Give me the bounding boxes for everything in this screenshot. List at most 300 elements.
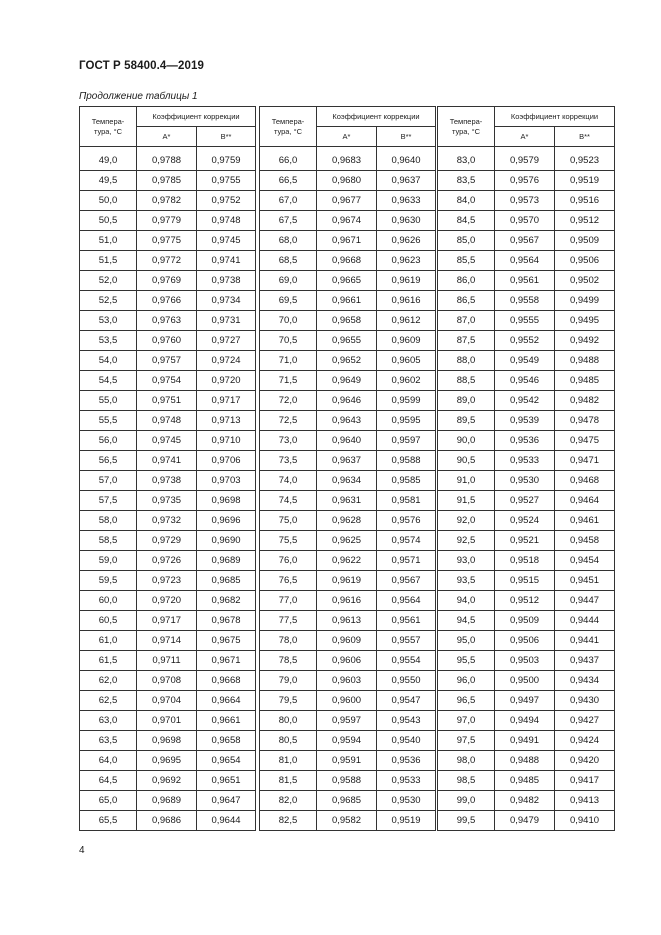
table-row bbox=[260, 251, 436, 271]
cell-coef-b: 0,9576 bbox=[377, 511, 436, 531]
cell-coef-b: 0,9581 bbox=[377, 491, 436, 511]
table-row bbox=[438, 591, 615, 611]
table-row bbox=[260, 771, 436, 791]
cell-coef-a: 0,9661 bbox=[317, 291, 377, 311]
cell-coef-b: 0,9502 bbox=[555, 271, 615, 291]
cell-temperature: 76,5 bbox=[260, 571, 317, 591]
cell-coef-a: 0,9720 bbox=[137, 591, 197, 611]
cell-temperature: 49,5 bbox=[80, 171, 137, 191]
cell-coef-b: 0,9682 bbox=[197, 591, 256, 611]
cell-coef-b: 0,9509 bbox=[555, 231, 615, 251]
cell-temperature: 61,0 bbox=[80, 631, 137, 651]
table-row bbox=[438, 731, 615, 751]
cell-coef-b: 0,9738 bbox=[197, 271, 256, 291]
cell-coef-b: 0,9488 bbox=[555, 351, 615, 371]
cell-coef-b: 0,9464 bbox=[555, 491, 615, 511]
cell-coef-b: 0,9444 bbox=[555, 611, 615, 631]
cell-temperature: 58,5 bbox=[80, 531, 137, 551]
cell-temperature: 92,5 bbox=[438, 531, 495, 551]
table-row bbox=[80, 531, 256, 551]
table-row bbox=[438, 431, 615, 451]
table-row bbox=[80, 147, 256, 171]
cell-coef-b: 0,9430 bbox=[555, 691, 615, 711]
cell-coef-b: 0,9427 bbox=[555, 711, 615, 731]
cell-temperature: 51,0 bbox=[80, 231, 137, 251]
cell-coef-a: 0,9692 bbox=[137, 771, 197, 791]
cell-coef-a: 0,9785 bbox=[137, 171, 197, 191]
cell-coef-a: 0,9735 bbox=[137, 491, 197, 511]
table-row bbox=[438, 291, 615, 311]
cell-coef-a: 0,9588 bbox=[317, 771, 377, 791]
table-row bbox=[438, 191, 615, 211]
cell-coef-a: 0,9695 bbox=[137, 751, 197, 771]
table-row bbox=[260, 431, 436, 451]
cell-temperature: 82,5 bbox=[260, 811, 317, 831]
cell-temperature: 90,0 bbox=[438, 431, 495, 451]
cell-coef-b: 0,9720 bbox=[197, 371, 256, 391]
table-row bbox=[80, 471, 256, 491]
table-row bbox=[80, 171, 256, 191]
cell-coef-b: 0,9602 bbox=[377, 371, 436, 391]
cell-coef-a: 0,9549 bbox=[495, 351, 555, 371]
cell-coef-b: 0,9752 bbox=[197, 191, 256, 211]
table-row bbox=[438, 351, 615, 371]
cell-coef-b: 0,9557 bbox=[377, 631, 436, 651]
cell-temperature: 65,0 bbox=[80, 791, 137, 811]
cell-coef-a: 0,9754 bbox=[137, 371, 197, 391]
cell-coef-b: 0,9759 bbox=[197, 147, 256, 171]
cell-coef-a: 0,9597 bbox=[317, 711, 377, 731]
cell-temperature: 93,5 bbox=[438, 571, 495, 591]
cell-coef-b: 0,9554 bbox=[377, 651, 436, 671]
table-row bbox=[260, 171, 436, 191]
table-block-3 bbox=[437, 106, 615, 831]
correction-table-part-3 bbox=[437, 106, 615, 831]
cell-coef-a: 0,9668 bbox=[317, 251, 377, 271]
table-row bbox=[260, 291, 436, 311]
table-row bbox=[260, 511, 436, 531]
cell-temperature: 59,5 bbox=[80, 571, 137, 591]
table-row bbox=[438, 811, 615, 831]
cell-temperature: 64,0 bbox=[80, 751, 137, 771]
cell-coef-b: 0,9612 bbox=[377, 311, 436, 331]
table-row bbox=[80, 671, 256, 691]
cell-temperature: 68,5 bbox=[260, 251, 317, 271]
cell-coef-a: 0,9619 bbox=[317, 571, 377, 591]
header-temperature: Темпера- тура, °С bbox=[260, 107, 317, 147]
cell-coef-a: 0,9685 bbox=[317, 791, 377, 811]
cell-temperature: 50,0 bbox=[80, 191, 137, 211]
cell-temperature: 54,5 bbox=[80, 371, 137, 391]
cell-coef-a: 0,9622 bbox=[317, 551, 377, 571]
cell-coef-a: 0,9788 bbox=[137, 147, 197, 171]
table-row bbox=[260, 571, 436, 591]
cell-coef-a: 0,9613 bbox=[317, 611, 377, 631]
cell-coef-a: 0,9521 bbox=[495, 531, 555, 551]
table-row bbox=[260, 691, 436, 711]
header-temperature: Темпера- тура, °С bbox=[438, 107, 495, 147]
table-body-3 bbox=[438, 147, 615, 831]
table-row bbox=[260, 191, 436, 211]
cell-coef-b: 0,9644 bbox=[197, 811, 256, 831]
cell-coef-a: 0,9745 bbox=[137, 431, 197, 451]
table-row bbox=[438, 147, 615, 171]
cell-coef-a: 0,9494 bbox=[495, 711, 555, 731]
cell-coef-b: 0,9564 bbox=[377, 591, 436, 611]
table-row bbox=[260, 791, 436, 811]
table-row bbox=[80, 371, 256, 391]
cell-coef-b: 0,9495 bbox=[555, 311, 615, 331]
cell-temperature: 72,5 bbox=[260, 411, 317, 431]
header-correction-coefficient: Коэффициент коррекции bbox=[137, 107, 256, 127]
cell-coef-a: 0,9686 bbox=[137, 811, 197, 831]
cell-coef-a: 0,9763 bbox=[137, 311, 197, 331]
cell-coef-b: 0,9616 bbox=[377, 291, 436, 311]
table-row bbox=[80, 211, 256, 231]
cell-coef-b: 0,9734 bbox=[197, 291, 256, 311]
cell-temperature: 95,0 bbox=[438, 631, 495, 651]
cell-coef-b: 0,9499 bbox=[555, 291, 615, 311]
table-caption: Продолжение таблицы 1 bbox=[79, 91, 198, 102]
cell-coef-a: 0,9515 bbox=[495, 571, 555, 591]
cell-temperature: 62,5 bbox=[80, 691, 137, 711]
table-row bbox=[80, 691, 256, 711]
cell-temperature: 70,0 bbox=[260, 311, 317, 331]
cell-temperature: 77,5 bbox=[260, 611, 317, 631]
cell-coef-a: 0,9649 bbox=[317, 371, 377, 391]
cell-temperature: 98,5 bbox=[438, 771, 495, 791]
cell-coef-b: 0,9543 bbox=[377, 711, 436, 731]
cell-coef-b: 0,9619 bbox=[377, 271, 436, 291]
cell-temperature: 96,0 bbox=[438, 671, 495, 691]
cell-temperature: 65,5 bbox=[80, 811, 137, 831]
cell-coef-b: 0,9536 bbox=[377, 751, 436, 771]
cell-temperature: 94,5 bbox=[438, 611, 495, 631]
cell-coef-a: 0,9738 bbox=[137, 471, 197, 491]
cell-temperature: 72,0 bbox=[260, 391, 317, 411]
cell-coef-a: 0,9616 bbox=[317, 591, 377, 611]
table-row bbox=[260, 351, 436, 371]
table-row bbox=[438, 671, 615, 691]
table-row bbox=[260, 231, 436, 251]
header-b: B** bbox=[555, 127, 615, 147]
cell-temperature: 71,5 bbox=[260, 371, 317, 391]
cell-coef-a: 0,9674 bbox=[317, 211, 377, 231]
cell-temperature: 78,5 bbox=[260, 651, 317, 671]
cell-coef-a: 0,9680 bbox=[317, 171, 377, 191]
cell-temperature: 56,5 bbox=[80, 451, 137, 471]
table-row bbox=[438, 491, 615, 511]
cell-coef-b: 0,9647 bbox=[197, 791, 256, 811]
cell-temperature: 95,5 bbox=[438, 651, 495, 671]
cell-temperature: 63,0 bbox=[80, 711, 137, 731]
cell-coef-a: 0,9714 bbox=[137, 631, 197, 651]
cell-temperature: 82,0 bbox=[260, 791, 317, 811]
cell-coef-a: 0,9552 bbox=[495, 331, 555, 351]
table-row bbox=[438, 311, 615, 331]
table-row bbox=[80, 291, 256, 311]
cell-temperature: 56,0 bbox=[80, 431, 137, 451]
cell-temperature: 60,5 bbox=[80, 611, 137, 631]
table-row bbox=[438, 651, 615, 671]
cell-coef-a: 0,9503 bbox=[495, 651, 555, 671]
cell-coef-a: 0,9518 bbox=[495, 551, 555, 571]
cell-coef-b: 0,9519 bbox=[377, 811, 436, 831]
cell-temperature: 85,5 bbox=[438, 251, 495, 271]
table-row bbox=[260, 491, 436, 511]
cell-temperature: 66,5 bbox=[260, 171, 317, 191]
header-correction-coefficient: Коэффициент коррекции bbox=[495, 107, 615, 127]
table-row bbox=[80, 731, 256, 751]
table-row bbox=[80, 811, 256, 831]
cell-coef-b: 0,9675 bbox=[197, 631, 256, 651]
table-row bbox=[438, 791, 615, 811]
cell-coef-a: 0,9751 bbox=[137, 391, 197, 411]
cell-coef-b: 0,9664 bbox=[197, 691, 256, 711]
table-row bbox=[438, 411, 615, 431]
table-row bbox=[80, 431, 256, 451]
cell-temperature: 68,0 bbox=[260, 231, 317, 251]
table-row bbox=[80, 631, 256, 651]
cell-coef-a: 0,9606 bbox=[317, 651, 377, 671]
table-row bbox=[260, 551, 436, 571]
table-row bbox=[80, 231, 256, 251]
cell-coef-a: 0,9634 bbox=[317, 471, 377, 491]
cell-coef-a: 0,9485 bbox=[495, 771, 555, 791]
page-number: 4 bbox=[79, 845, 85, 856]
cell-coef-b: 0,9574 bbox=[377, 531, 436, 551]
table-body-2 bbox=[260, 147, 436, 831]
cell-coef-a: 0,9539 bbox=[495, 411, 555, 431]
cell-coef-b: 0,9696 bbox=[197, 511, 256, 531]
cell-coef-b: 0,9685 bbox=[197, 571, 256, 591]
cell-coef-a: 0,9564 bbox=[495, 251, 555, 271]
table-row bbox=[80, 411, 256, 431]
table-row bbox=[260, 651, 436, 671]
cell-coef-b: 0,9630 bbox=[377, 211, 436, 231]
table-row bbox=[438, 331, 615, 351]
cell-coef-b: 0,9748 bbox=[197, 211, 256, 231]
correction-table-part-2 bbox=[259, 106, 436, 831]
cell-coef-a: 0,9643 bbox=[317, 411, 377, 431]
cell-temperature: 69,5 bbox=[260, 291, 317, 311]
cell-coef-a: 0,9655 bbox=[317, 331, 377, 351]
cell-coef-a: 0,9570 bbox=[495, 211, 555, 231]
cell-temperature: 70,5 bbox=[260, 331, 317, 351]
cell-coef-a: 0,9704 bbox=[137, 691, 197, 711]
cell-coef-b: 0,9651 bbox=[197, 771, 256, 791]
cell-coef-b: 0,9599 bbox=[377, 391, 436, 411]
cell-coef-b: 0,9547 bbox=[377, 691, 436, 711]
table-row bbox=[438, 371, 615, 391]
table-row bbox=[438, 571, 615, 591]
table-row bbox=[438, 751, 615, 771]
cell-coef-b: 0,9420 bbox=[555, 751, 615, 771]
cell-coef-b: 0,9530 bbox=[377, 791, 436, 811]
cell-temperature: 55,5 bbox=[80, 411, 137, 431]
cell-coef-a: 0,9530 bbox=[495, 471, 555, 491]
header-b: B** bbox=[197, 127, 256, 147]
table-row bbox=[438, 771, 615, 791]
cell-coef-b: 0,9668 bbox=[197, 671, 256, 691]
cell-temperature: 61,5 bbox=[80, 651, 137, 671]
cell-temperature: 88,5 bbox=[438, 371, 495, 391]
cell-coef-b: 0,9689 bbox=[197, 551, 256, 571]
cell-coef-b: 0,9637 bbox=[377, 171, 436, 191]
cell-coef-b: 0,9706 bbox=[197, 451, 256, 471]
cell-temperature: 53,5 bbox=[80, 331, 137, 351]
table-row bbox=[438, 251, 615, 271]
table-row bbox=[438, 271, 615, 291]
cell-coef-a: 0,9698 bbox=[137, 731, 197, 751]
cell-coef-b: 0,9654 bbox=[197, 751, 256, 771]
cell-temperature: 74,0 bbox=[260, 471, 317, 491]
cell-coef-a: 0,9741 bbox=[137, 451, 197, 471]
cell-coef-b: 0,9678 bbox=[197, 611, 256, 631]
cell-coef-a: 0,9711 bbox=[137, 651, 197, 671]
cell-coef-a: 0,9782 bbox=[137, 191, 197, 211]
cell-coef-b: 0,9482 bbox=[555, 391, 615, 411]
table-row bbox=[80, 711, 256, 731]
cell-temperature: 71,0 bbox=[260, 351, 317, 371]
cell-temperature: 81,5 bbox=[260, 771, 317, 791]
cell-coef-b: 0,9605 bbox=[377, 351, 436, 371]
cell-temperature: 57,0 bbox=[80, 471, 137, 491]
table-row bbox=[80, 451, 256, 471]
cell-temperature: 87,5 bbox=[438, 331, 495, 351]
header-correction-coefficient: Коэффициент коррекции bbox=[317, 107, 436, 127]
cell-temperature: 83,0 bbox=[438, 147, 495, 171]
cell-temperature: 57,5 bbox=[80, 491, 137, 511]
cell-temperature: 83,5 bbox=[438, 171, 495, 191]
table-row bbox=[260, 531, 436, 551]
cell-coef-b: 0,9640 bbox=[377, 147, 436, 171]
table-row bbox=[260, 811, 436, 831]
cell-temperature: 81,0 bbox=[260, 751, 317, 771]
cell-coef-b: 0,9713 bbox=[197, 411, 256, 431]
cell-temperature: 99,0 bbox=[438, 791, 495, 811]
cell-temperature: 98,0 bbox=[438, 751, 495, 771]
cell-coef-a: 0,9671 bbox=[317, 231, 377, 251]
table-row bbox=[80, 251, 256, 271]
cell-coef-a: 0,9488 bbox=[495, 751, 555, 771]
table-row bbox=[260, 711, 436, 731]
cell-coef-b: 0,9475 bbox=[555, 431, 615, 451]
cell-coef-a: 0,9726 bbox=[137, 551, 197, 571]
cell-coef-a: 0,9479 bbox=[495, 811, 555, 831]
cell-temperature: 89,5 bbox=[438, 411, 495, 431]
cell-coef-b: 0,9658 bbox=[197, 731, 256, 751]
cell-temperature: 59,0 bbox=[80, 551, 137, 571]
cell-coef-a: 0,9576 bbox=[495, 171, 555, 191]
cell-temperature: 73,5 bbox=[260, 451, 317, 471]
cell-temperature: 55,0 bbox=[80, 391, 137, 411]
cell-coef-a: 0,9524 bbox=[495, 511, 555, 531]
cell-temperature: 91,0 bbox=[438, 471, 495, 491]
cell-coef-b: 0,9571 bbox=[377, 551, 436, 571]
cell-coef-a: 0,9542 bbox=[495, 391, 555, 411]
cell-coef-b: 0,9441 bbox=[555, 631, 615, 651]
table-row bbox=[80, 771, 256, 791]
table-row bbox=[80, 191, 256, 211]
table-row bbox=[80, 651, 256, 671]
cell-coef-a: 0,9729 bbox=[137, 531, 197, 551]
cell-coef-b: 0,9703 bbox=[197, 471, 256, 491]
cell-coef-b: 0,9506 bbox=[555, 251, 615, 271]
cell-coef-b: 0,9595 bbox=[377, 411, 436, 431]
cell-coef-a: 0,9625 bbox=[317, 531, 377, 551]
cell-temperature: 76,0 bbox=[260, 551, 317, 571]
table-row bbox=[260, 271, 436, 291]
cell-coef-b: 0,9413 bbox=[555, 791, 615, 811]
cell-coef-a: 0,9558 bbox=[495, 291, 555, 311]
table-row bbox=[438, 691, 615, 711]
cell-temperature: 58,0 bbox=[80, 511, 137, 531]
cell-coef-a: 0,9732 bbox=[137, 511, 197, 531]
cell-temperature: 50,5 bbox=[80, 211, 137, 231]
cell-temperature: 67,0 bbox=[260, 191, 317, 211]
cell-coef-b: 0,9447 bbox=[555, 591, 615, 611]
table-row bbox=[260, 731, 436, 751]
cell-temperature: 52,5 bbox=[80, 291, 137, 311]
cell-temperature: 51,5 bbox=[80, 251, 137, 271]
cell-coef-a: 0,9717 bbox=[137, 611, 197, 631]
cell-coef-a: 0,9512 bbox=[495, 591, 555, 611]
cell-coef-b: 0,9519 bbox=[555, 171, 615, 191]
cell-temperature: 64,5 bbox=[80, 771, 137, 791]
cell-coef-b: 0,9485 bbox=[555, 371, 615, 391]
cell-coef-b: 0,9567 bbox=[377, 571, 436, 591]
table-row bbox=[260, 391, 436, 411]
cell-coef-a: 0,9769 bbox=[137, 271, 197, 291]
cell-coef-b: 0,9585 bbox=[377, 471, 436, 491]
cell-coef-a: 0,9748 bbox=[137, 411, 197, 431]
cell-coef-a: 0,9527 bbox=[495, 491, 555, 511]
cell-coef-a: 0,9760 bbox=[137, 331, 197, 351]
table-row bbox=[260, 611, 436, 631]
cell-temperature: 78,0 bbox=[260, 631, 317, 651]
cell-coef-b: 0,9561 bbox=[377, 611, 436, 631]
header-a: A* bbox=[137, 127, 197, 147]
table-row bbox=[80, 551, 256, 571]
cell-coef-b: 0,9540 bbox=[377, 731, 436, 751]
header-a: A* bbox=[495, 127, 555, 147]
cell-coef-b: 0,9471 bbox=[555, 451, 615, 471]
cell-temperature: 94,0 bbox=[438, 591, 495, 611]
cell-coef-a: 0,9482 bbox=[495, 791, 555, 811]
cell-coef-a: 0,9628 bbox=[317, 511, 377, 531]
cell-coef-a: 0,9561 bbox=[495, 271, 555, 291]
cell-coef-a: 0,9609 bbox=[317, 631, 377, 651]
cell-coef-b: 0,9512 bbox=[555, 211, 615, 231]
table-row bbox=[260, 331, 436, 351]
cell-coef-b: 0,9550 bbox=[377, 671, 436, 691]
cell-temperature: 67,5 bbox=[260, 211, 317, 231]
cell-temperature: 92,0 bbox=[438, 511, 495, 531]
table-row bbox=[80, 331, 256, 351]
table-row bbox=[80, 571, 256, 591]
cell-temperature: 97,0 bbox=[438, 711, 495, 731]
table-row bbox=[438, 631, 615, 651]
cell-coef-b: 0,9661 bbox=[197, 711, 256, 731]
table-row bbox=[260, 631, 436, 651]
table-row bbox=[260, 751, 436, 771]
cell-coef-b: 0,9523 bbox=[555, 147, 615, 171]
correction-table-part-1 bbox=[79, 106, 256, 831]
cell-temperature: 74,5 bbox=[260, 491, 317, 511]
table-row bbox=[80, 351, 256, 371]
cell-temperature: 86,0 bbox=[438, 271, 495, 291]
